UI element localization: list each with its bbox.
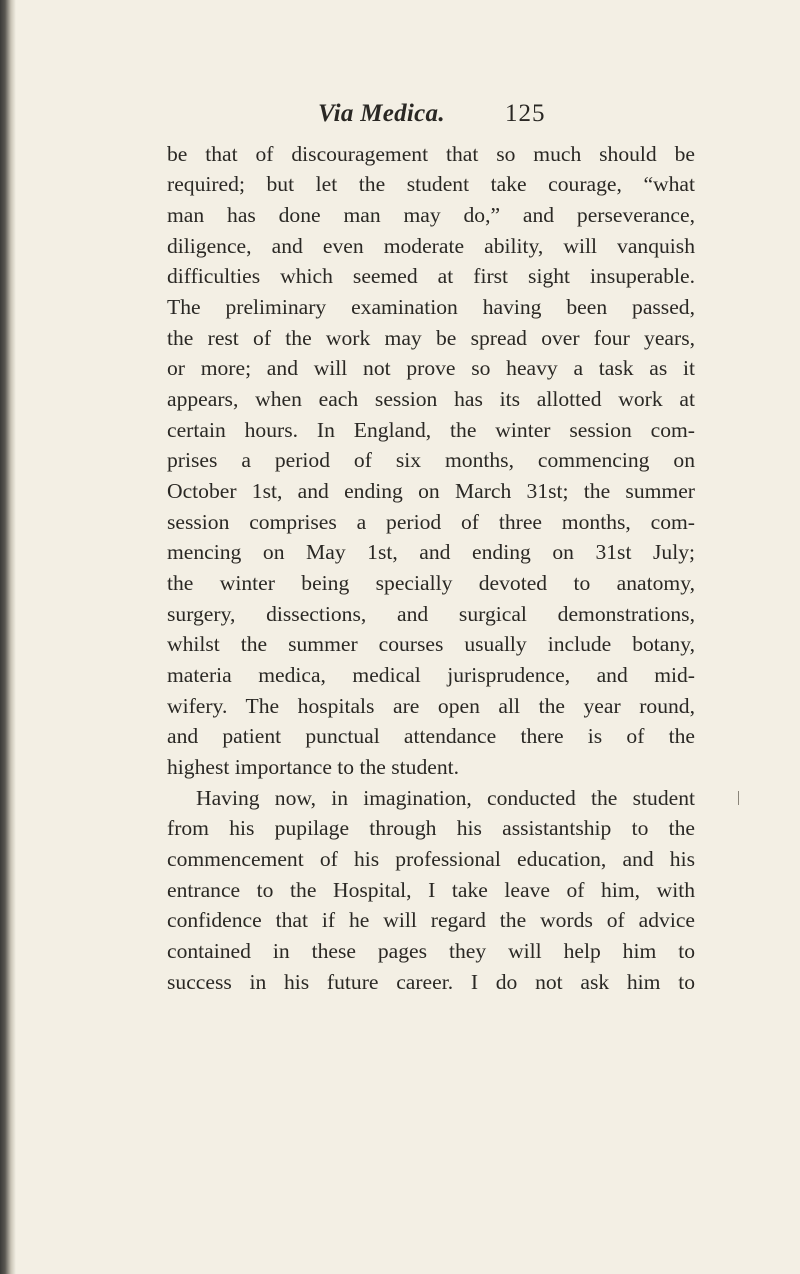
text-line: session comprises a period of three months, com-: [167, 510, 695, 534]
text-line: required; but let the student take courage, “what: [167, 172, 695, 196]
page-number: 125: [505, 100, 546, 127]
text-line: highest importance to the student.: [167, 755, 460, 779]
text-line: the winter being specially devoted to anatomy,: [167, 571, 695, 595]
text-line: entrance to the Hospital, I take leave of him, with: [167, 878, 695, 902]
text-line: the rest of the work may be spread over four years,: [167, 326, 695, 350]
text-line: October 1st, and ending on March 31st; the summer: [167, 479, 695, 503]
text-line: difficulties which seemed at first sight insuperable.: [167, 264, 695, 288]
text-line: surgery, dissections, and surgical demonstrations,: [167, 602, 695, 626]
text-line: The preliminary examination having been passed,: [167, 295, 695, 319]
text-line: commencement of his professional education, and his: [167, 847, 695, 871]
text-line: or more; and will not prove so heavy a task as it: [167, 356, 695, 380]
text-line: man has done man may do,” and perseverance,: [167, 203, 695, 227]
running-title: Via Medica.: [318, 100, 445, 127]
text-line: be that of discouragement that so much should be: [167, 142, 695, 166]
text-line: wifery. The hospitals are open all the year round,: [167, 694, 695, 718]
text-line: mencing on May 1st, and ending on 31st July;: [167, 540, 695, 564]
text-line: success in his future career. I do not ask him to: [167, 970, 695, 994]
text-line: whilst the summer courses usually include botany,: [167, 632, 695, 656]
text-line: appears, when each session has its allotted work at: [167, 387, 695, 411]
text-line: confidence that if he will regard the words of advice: [167, 908, 695, 932]
text-line: diligence, and even moderate ability, will vanquish: [167, 234, 695, 258]
text-line: and patient punctual attendance there is of the: [167, 724, 695, 748]
text-line: prises a period of six months, commencing on: [167, 448, 695, 472]
text-line: Having now, in imagination, conducted the student: [196, 786, 695, 810]
paper-speck: [738, 791, 739, 805]
text-line: materia medica, medical jurisprudence, and mid-: [167, 663, 695, 687]
text-line: certain hours. In England, the winter session com-: [167, 418, 695, 442]
text-line: from his pupilage through his assistantship to the: [167, 816, 695, 840]
text-line: contained in these pages they will help him to: [167, 939, 695, 963]
